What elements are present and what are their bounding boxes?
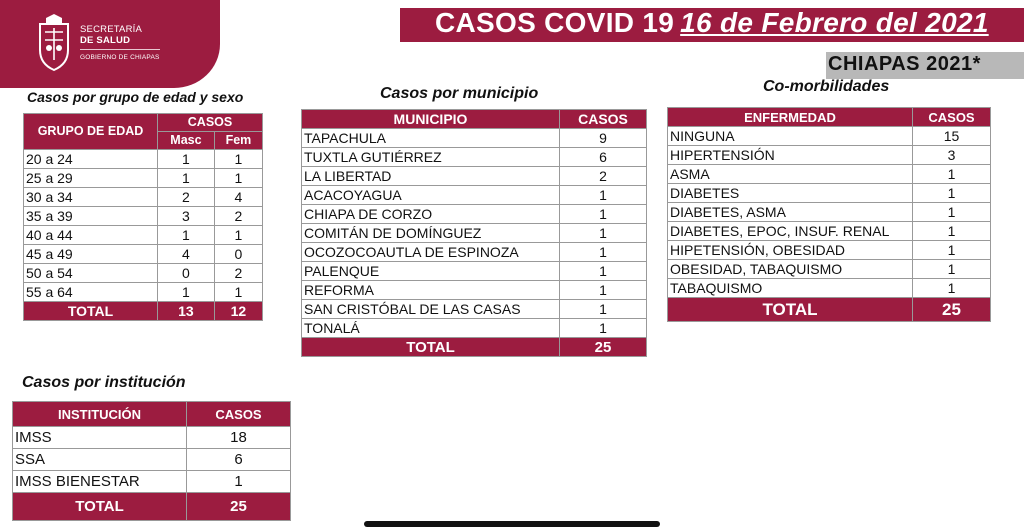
institucion-title: Casos por institución	[22, 374, 186, 391]
row-name: IMSS BIENESTAR	[13, 471, 187, 493]
row-casos: 1	[560, 262, 647, 281]
row-casos: 1	[913, 241, 991, 260]
row-masc: 2	[158, 188, 215, 207]
table-row	[24, 169, 263, 188]
row-name: TABAQUISMO	[668, 279, 913, 298]
row-casos: 9	[560, 129, 647, 148]
row-fem: 4	[214, 188, 262, 207]
table-row	[24, 226, 263, 245]
row-casos: 1	[560, 319, 647, 338]
col-header-casos: CASOS	[158, 114, 263, 132]
row-casos: 1	[560, 300, 647, 319]
row-casos: 1	[913, 203, 991, 222]
table-row	[668, 279, 991, 298]
row-name: OCOZOCOAUTLA DE ESPINOZA	[302, 243, 560, 262]
row-name: IMSS	[13, 427, 187, 449]
table-row	[13, 471, 291, 493]
logo-panel	[0, 0, 220, 88]
row-name: SSA	[13, 449, 187, 471]
title-text: CASOS COVID 19	[435, 7, 675, 38]
table-row	[668, 165, 991, 184]
total-fem: 12	[214, 302, 262, 321]
row-name: DIABETES, ASMA	[668, 203, 913, 222]
row-name: TONALÁ	[302, 319, 560, 338]
row-group: 20 a 24	[24, 150, 158, 169]
row-casos: 6	[560, 148, 647, 167]
table-row	[668, 241, 991, 260]
row-casos: 1	[913, 222, 991, 241]
logo-text	[80, 24, 160, 63]
row-name: REFORMA	[302, 281, 560, 300]
table-row	[668, 127, 991, 146]
row-group: 55 a 64	[24, 283, 158, 302]
row-casos: 1	[187, 471, 291, 493]
row-name: DIABETES	[668, 184, 913, 203]
table-row	[302, 224, 647, 243]
row-casos: 1	[560, 243, 647, 262]
row-name: COMITÁN DE DOMÍNGUEZ	[302, 224, 560, 243]
table-row	[24, 245, 263, 264]
logo-line-2: DE SALUD	[80, 35, 131, 46]
comorb-title: Co-morbilidades	[763, 78, 890, 95]
institucion-table	[12, 401, 291, 521]
row-name: PALENQUE	[302, 262, 560, 281]
col-header-casos: CASOS	[187, 402, 291, 427]
row-masc: 1	[158, 169, 215, 188]
edad-table	[23, 113, 263, 321]
row-masc: 1	[158, 150, 215, 169]
row-fem: 1	[214, 283, 262, 302]
header	[0, 0, 1024, 75]
total-value: 25	[913, 298, 991, 322]
row-group: 35 a 39	[24, 207, 158, 226]
table-row	[302, 319, 647, 338]
row-casos: 1	[560, 205, 647, 224]
row-name: OBESIDAD, TABAQUISMO	[668, 260, 913, 279]
row-masc: 0	[158, 264, 215, 283]
row-fem: 1	[214, 169, 262, 188]
row-masc: 1	[158, 226, 215, 245]
row-group: 45 a 49	[24, 245, 158, 264]
row-masc: 3	[158, 207, 215, 226]
table-row	[668, 260, 991, 279]
table-row	[24, 188, 263, 207]
table-row	[302, 129, 647, 148]
total-masc: 13	[158, 302, 215, 321]
row-name: LA LIBERTAD	[302, 167, 560, 186]
row-casos: 1	[560, 224, 647, 243]
row-group: 25 a 29	[24, 169, 158, 188]
col-header-fem: Fem	[214, 132, 262, 150]
table-row	[302, 205, 647, 224]
municipio-title: Casos por municipio	[380, 85, 539, 102]
table-row	[24, 264, 263, 283]
row-casos: 2	[560, 167, 647, 186]
row-fem: 1	[214, 150, 262, 169]
total-row	[302, 338, 647, 357]
subtitle: CHIAPAS 2021*	[828, 53, 981, 75]
table-row	[24, 207, 263, 226]
table-row	[24, 150, 263, 169]
table-row	[302, 281, 647, 300]
row-casos: 1	[913, 260, 991, 279]
col-header-masc: Masc	[158, 132, 215, 150]
title-date: 16 de Febrero del 2021	[680, 7, 989, 38]
row-name: NINGUNA	[668, 127, 913, 146]
col-header-grupo: GRUPO DE EDAD	[24, 114, 158, 150]
coat-of-arms-icon	[34, 14, 74, 72]
comorb-table	[667, 107, 991, 322]
table-row	[302, 243, 647, 262]
total-label: TOTAL	[668, 298, 913, 322]
total-row	[24, 302, 263, 321]
table-row	[302, 262, 647, 281]
col-header-institucion: INSTITUCIÓN	[13, 402, 187, 427]
table-row	[668, 146, 991, 165]
total-value: 25	[560, 338, 647, 357]
edad-title: Casos por grupo de edad y sexo	[27, 89, 244, 105]
row-fem: 0	[214, 245, 262, 264]
row-casos: 1	[913, 184, 991, 203]
row-casos: 1	[560, 186, 647, 205]
row-masc: 1	[158, 283, 215, 302]
row-name: SAN CRISTÓBAL DE LAS CASAS	[302, 300, 560, 319]
total-row	[13, 493, 291, 521]
total-row	[668, 298, 991, 322]
row-group: 50 a 54	[24, 264, 158, 283]
table-row	[302, 167, 647, 186]
row-name: HIPETENSIÓN, OBESIDAD	[668, 241, 913, 260]
table-row	[24, 283, 263, 302]
table-row	[302, 300, 647, 319]
row-casos: 18	[187, 427, 291, 449]
row-fem: 2	[214, 264, 262, 283]
row-casos: 1	[913, 165, 991, 184]
row-name: HIPERTENSIÓN	[668, 146, 913, 165]
home-indicator[interactable]	[364, 521, 660, 527]
row-name: DIABETES, EPOC, INSUF. RENAL	[668, 222, 913, 241]
table-row	[13, 449, 291, 471]
logo-line-3: GOBIERNO DE CHIAPAS	[80, 49, 160, 63]
row-group: 30 a 34	[24, 188, 158, 207]
total-value: 25	[187, 493, 291, 521]
table-row	[302, 148, 647, 167]
row-name: TUXTLA GUTIÉRREZ	[302, 148, 560, 167]
logo-line-1: SECRETARÍA	[80, 24, 143, 35]
row-casos: 1	[560, 281, 647, 300]
table-row	[13, 427, 291, 449]
table-row	[668, 203, 991, 222]
table-row	[302, 186, 647, 205]
col-header-casos: CASOS	[560, 110, 647, 129]
total-label: TOTAL	[302, 338, 560, 357]
row-name: ASMA	[668, 165, 913, 184]
row-casos: 6	[187, 449, 291, 471]
total-label: TOTAL	[13, 493, 187, 521]
row-name: ACACOYAGUA	[302, 186, 560, 205]
row-casos: 15	[913, 127, 991, 146]
row-masc: 4	[158, 245, 215, 264]
row-fem: 2	[214, 207, 262, 226]
municipio-table	[301, 109, 647, 357]
row-group: 40 a 44	[24, 226, 158, 245]
row-casos: 3	[913, 146, 991, 165]
page-title	[435, 7, 989, 39]
col-header-municipio: MUNICIPIO	[302, 110, 560, 129]
table-row	[668, 222, 991, 241]
col-header-enfermedad: ENFERMEDAD	[668, 108, 913, 127]
col-header-casos: CASOS	[913, 108, 991, 127]
row-name: TAPACHULA	[302, 129, 560, 148]
row-casos: 1	[913, 279, 991, 298]
row-name: CHIAPA DE CORZO	[302, 205, 560, 224]
row-fem: 1	[214, 226, 262, 245]
total-label: TOTAL	[24, 302, 158, 321]
table-row	[668, 184, 991, 203]
